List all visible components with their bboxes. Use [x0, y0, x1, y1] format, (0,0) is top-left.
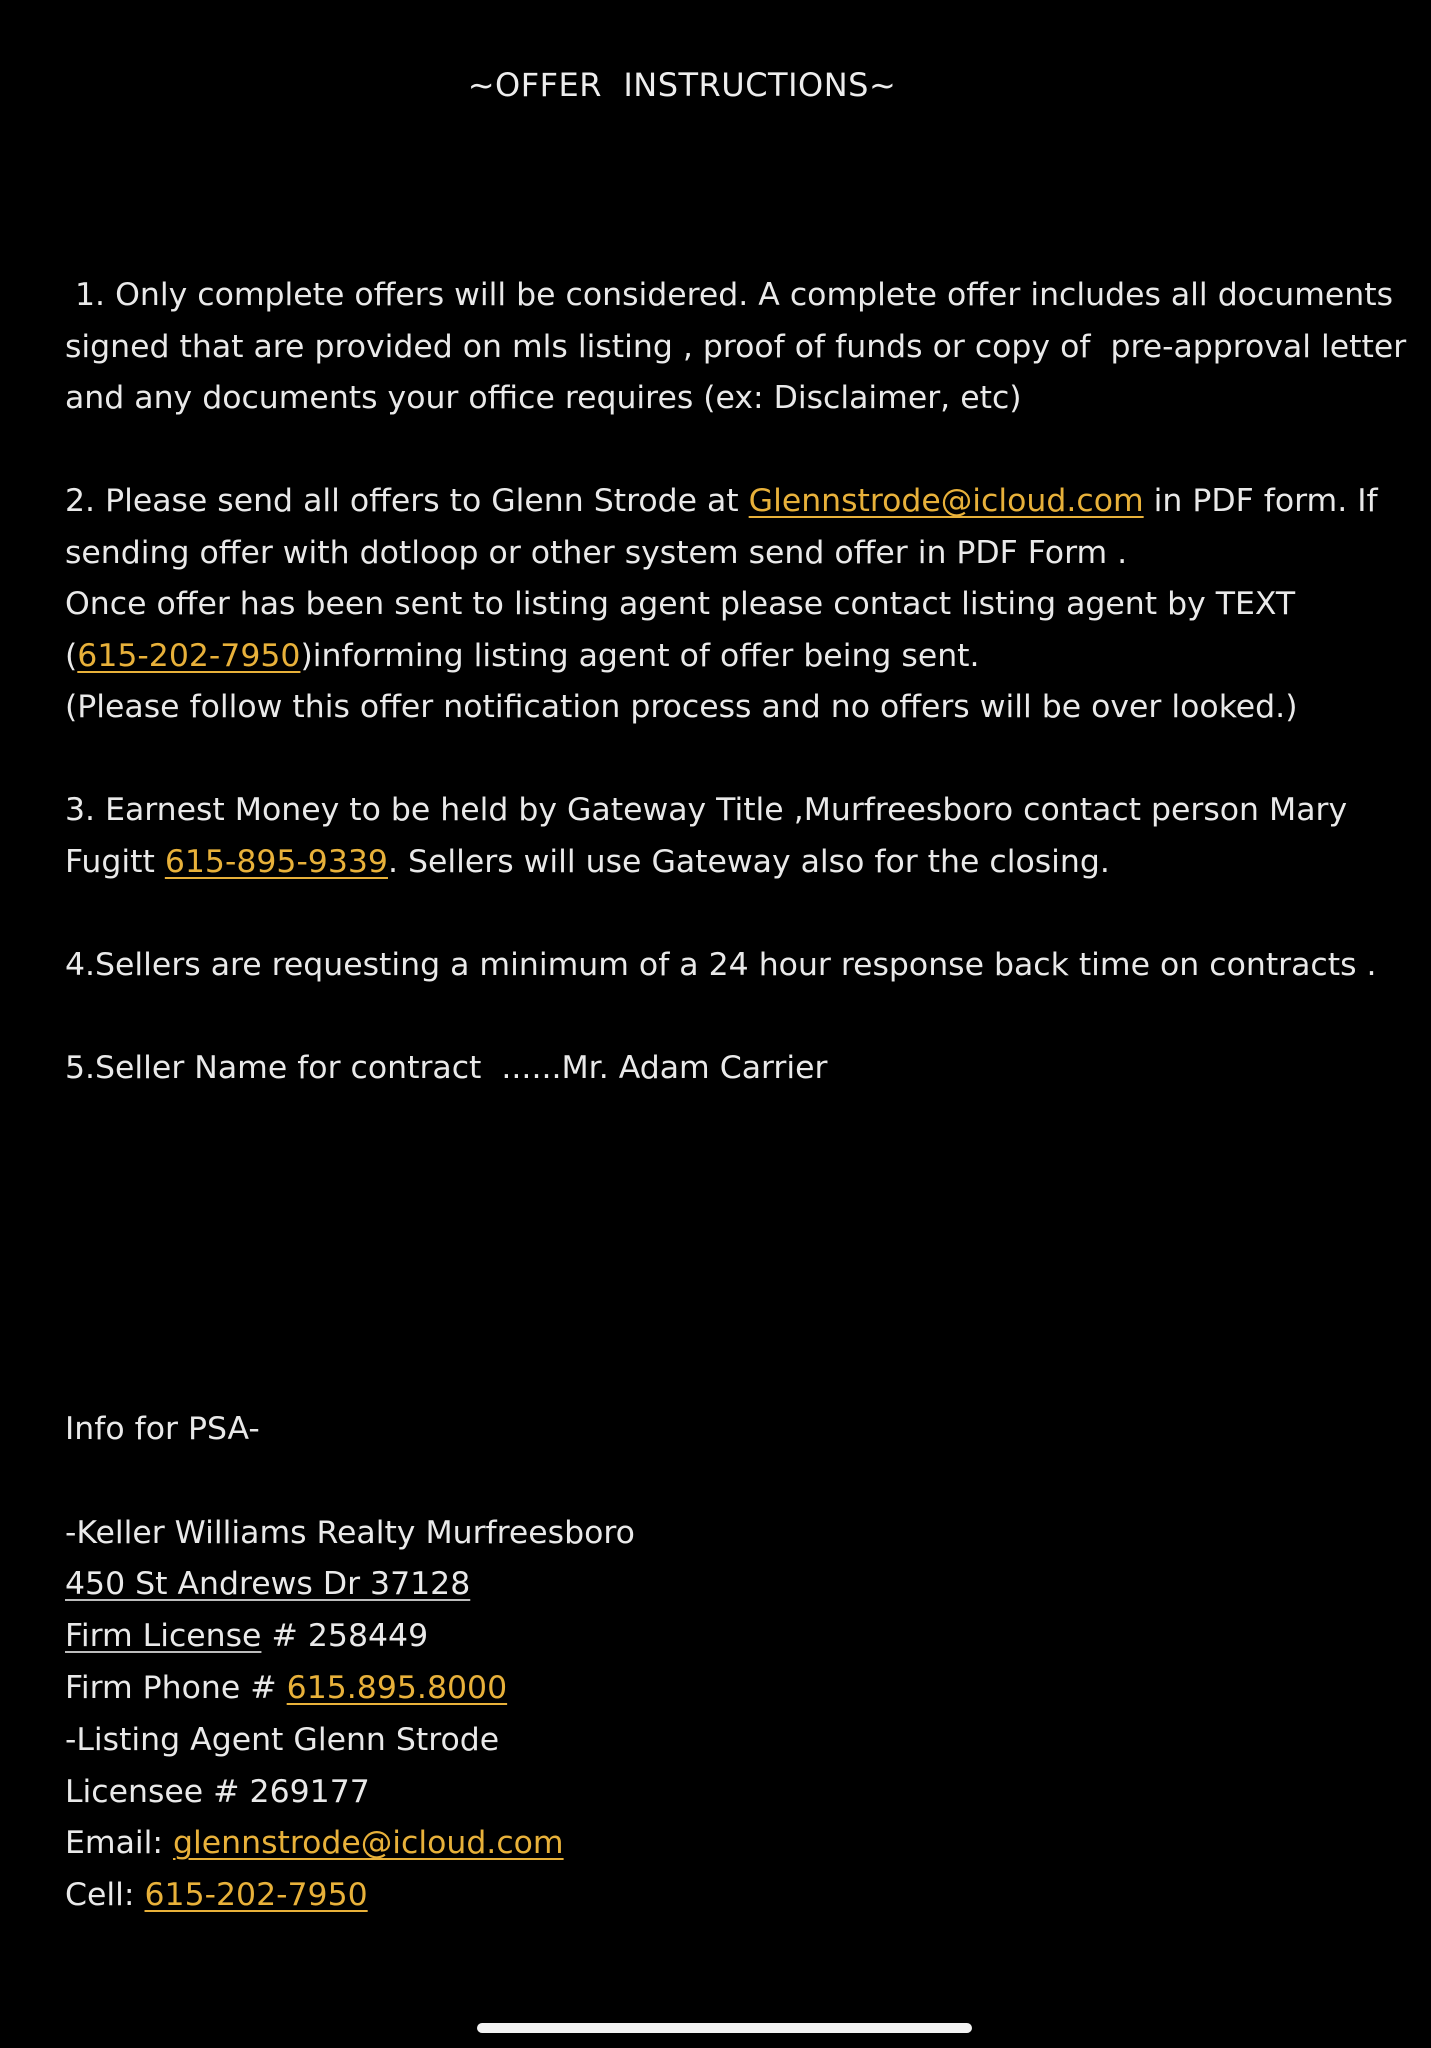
psa-email-link[interactable]: glennstrode@icloud.com: [173, 1825, 564, 1862]
psa-license-label[interactable]: Firm License: [65, 1618, 262, 1655]
psa-phone-label: Firm Phone #: [65, 1669, 287, 1706]
instruction-5: [65, 1043, 1375, 1095]
psa-email-label: Email:: [65, 1825, 174, 1862]
email-link[interactable]: Glennstrode@icloud.com: [748, 483, 1144, 519]
psa-info: [65, 1404, 1065, 1922]
instruction-2-line-4: [65, 631, 1375, 683]
instruction-5-text: 5.Seller Name for contract ......Mr. Adam Carrier: [65, 1049, 828, 1086]
instruction-1-line-1: 1. Only complete offers will be considered. A complete offer includes all documents: [65, 277, 1394, 313]
instruction-2-line-5: (Please follow this offer notification process and no offers will be over looked.): [65, 689, 1298, 725]
instruction-2-prefix: 2. Please send all offers to Glenn Strode at: [65, 483, 749, 519]
instruction-2-line-1: [65, 476, 1378, 528]
instruction-1-line-3: and any documents your office requires (ex: Disclaimer, etc): [65, 380, 1022, 416]
instruction-2-line-4-rest: )informing listing agent of offer being sent.: [300, 637, 980, 674]
instruction-1: [65, 270, 1407, 425]
psa-spacer: [65, 1456, 1065, 1508]
psa-license: [65, 1611, 1065, 1663]
offer-instructions: [65, 270, 1407, 1146]
psa-agent: -Listing Agent Glenn Strode: [65, 1721, 500, 1758]
home-indicator[interactable]: [477, 2023, 972, 2033]
psa-phone: [65, 1663, 1065, 1715]
psa-cell-label: Cell:: [65, 1877, 145, 1914]
instruction-3-suffix: . Sellers will use Gateway also for the closing.: [387, 843, 1110, 880]
firm-phone-link[interactable]: 615.895.8000: [286, 1669, 508, 1706]
instruction-2-suffix: in PDF form. If: [1143, 483, 1378, 519]
page-title: ~OFFER INSTRUCTIONS~: [467, 66, 897, 104]
title-company-phone-link[interactable]: 615-895-9339: [164, 843, 388, 880]
instruction-3-line-1: 3. Earnest Money to be held by Gateway Title ,Murfreesboro contact person Mary: [65, 792, 1348, 828]
psa-heading: Info for PSA-: [65, 1411, 260, 1447]
paren-open: (: [65, 637, 78, 674]
psa-licensee: Licensee # 269177: [65, 1773, 370, 1810]
psa-license-number: # 258449: [261, 1618, 429, 1655]
psa-address[interactable]: 450 St Andrews Dr 37128: [65, 1566, 471, 1603]
instruction-3-line-2: [65, 837, 1375, 889]
instruction-3-prefix: Fugitt: [65, 843, 165, 880]
instruction-3: [65, 785, 1375, 888]
instruction-2: [65, 476, 1378, 734]
instruction-2-line-3: Once offer has been sent to listing agent please contact listing agent by TEXT: [65, 586, 1296, 622]
instruction-1-line-2: signed that are provided on mls listing , proof of funds or copy of pre-approval letter: [65, 328, 1407, 365]
psa-cell-link[interactable]: 615-202-7950: [144, 1877, 368, 1914]
psa-firm: -Keller Williams Realty Murfreesboro: [65, 1514, 635, 1551]
instruction-2-line-2: sending offer with dotloop or other system send offer in PDF Form .: [65, 534, 1128, 571]
agent-phone-link[interactable]: 615-202-7950: [77, 637, 301, 674]
psa-email: [65, 1818, 1065, 1870]
psa-cell: [65, 1870, 1065, 1922]
instruction-4: [65, 940, 1375, 992]
instruction-4-text: 4.Sellers are requesting a minimum of a 24 hour response back time on contracts .: [65, 946, 1377, 983]
